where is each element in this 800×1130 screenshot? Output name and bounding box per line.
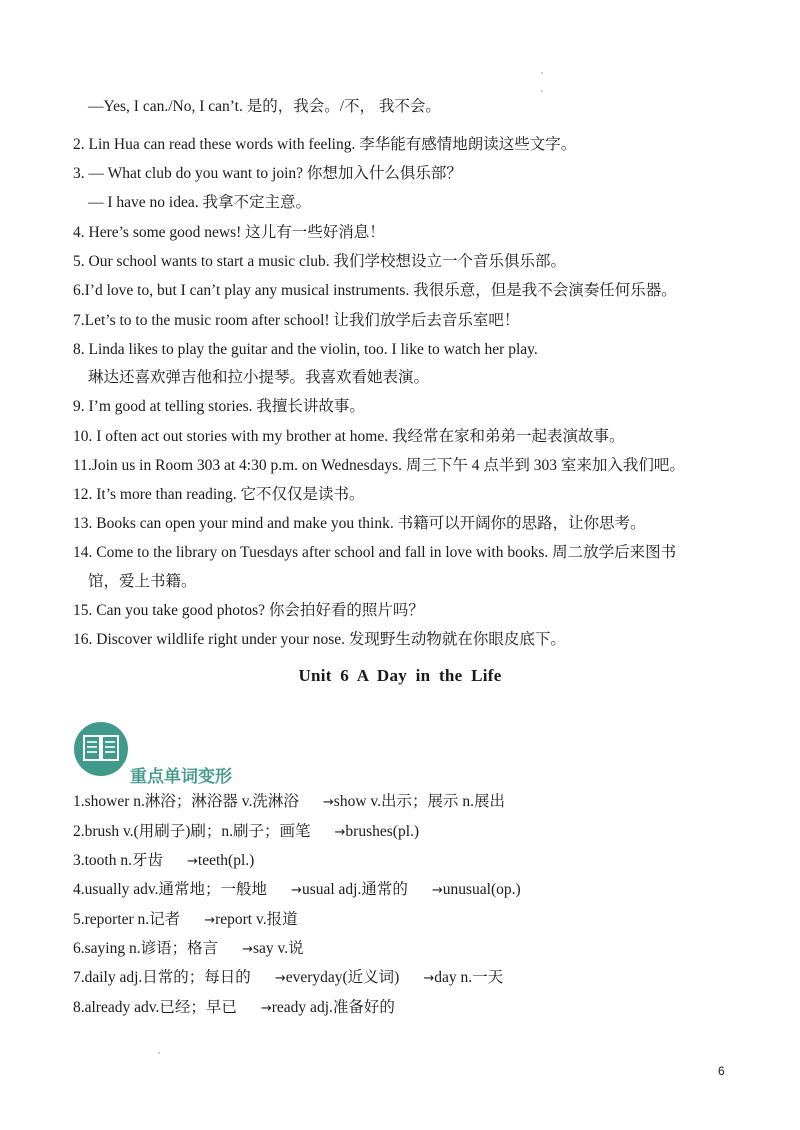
sentence-line: 10. I often act out stories with my brother at home. 我经常在家和弟弟一起表演故事。 (73, 428, 625, 445)
sentence-line: 8. Linda likes to play the guitar and the violin, too. I like to watch her play. (73, 341, 538, 358)
vocab-row (73, 968, 503, 989)
sentence-line: 馆，爱上书籍。 (88, 573, 197, 590)
vocab-row (73, 792, 505, 813)
sentence-line: 15. Can you take good photos? 你会拍好看的照片吗？ (73, 602, 424, 619)
vocab-derived-form: day n.一天 (434, 969, 504, 986)
vocab-word: 5.reporter n.记者 (73, 911, 181, 928)
vocab-derived-form: report v.报道 (215, 911, 298, 928)
vocab-word: 6.saying n.谚语；格言 (73, 940, 219, 957)
vocab-word: 8.already adv.已经；早已 (73, 999, 237, 1016)
sentence-line: — I have no idea. 我拿不定主意。 (88, 194, 311, 211)
arrow-icon: → (260, 1001, 272, 1016)
vocab-word: 4.usually adv.通常地；一般地 (73, 881, 268, 898)
arrow-icon: → (291, 883, 302, 898)
sentence-line: 5. Our school wants to start a music club. 我们学校想设立一个音乐俱乐部。 (73, 253, 566, 270)
vocab-word: 1.shower n.淋浴；淋浴器 v.洗淋浴 (73, 793, 299, 810)
sentence-line: 14. Come to the library on Tuesdays after school and fall in love with books. 周二放学后来图书 (73, 544, 677, 561)
sentence-line: 16. Discover wildlife right under your nose. 发现野生动物就在你眼皮底下。 (73, 631, 566, 648)
vocab-derived-form: everyday(近义词) (285, 969, 400, 986)
book-icon (74, 722, 128, 776)
vocab-row (73, 851, 254, 872)
vocab-derived-form: usual adj.通常的 (301, 881, 408, 898)
sentence-line: 13. Books can open your mind and make you think. 书籍可以开阔你的思路，让你思考。 (73, 515, 646, 532)
vocab-word: 3.tooth n.牙齿 (73, 852, 163, 869)
scan-speck (541, 72, 543, 74)
sentence-line: 11.Join us in Room 303 at 4:30 p.m. on Wednesdays. 周三下午 4 点半到 303 室来加入我们吧。 (73, 457, 685, 474)
vocab-derived-form: show v.出示；展示 n.展出 (333, 793, 506, 810)
scan-speck (158, 1052, 160, 1054)
arrow-icon: → (431, 883, 443, 898)
vocab-derived-form: ready adj.准备好的 (271, 999, 395, 1016)
arrow-icon: → (204, 913, 216, 928)
arrow-icon: → (423, 971, 435, 986)
arrow-icon: → (242, 942, 253, 957)
vocab-derived-form: say v.说 (253, 940, 304, 957)
section-heading: 重点单词变形 (130, 767, 232, 787)
vocab-word: 2.brush v.(用刷子)刷；n.刷子；画笔 (73, 823, 311, 840)
arrow-icon: → (274, 971, 286, 986)
scan-speck (541, 90, 543, 92)
vocab-row (73, 939, 304, 960)
vocab-derived-form: brushes(pl.) (345, 823, 420, 840)
vocab-row (73, 910, 298, 931)
arrow-icon: → (187, 854, 198, 869)
sentence-line: 7.Let’s to to the music room after school! 让我们放学后去音乐室吧！ (73, 312, 520, 329)
sentence-line: —Yes, I can./No, I can’t. 是的，我会。/不， 我不会。 (88, 98, 441, 115)
sentence-line: 3. — What club do you want to join? 你想加入什么俱乐部？ (73, 165, 462, 182)
unit-title: Unit 6 A Day in the Life (298, 666, 502, 685)
vocab-row (73, 880, 521, 901)
sentence-line: 12. It’s more than reading. 它不仅仅是读书。 (73, 486, 365, 503)
vocab-row (73, 822, 419, 843)
sentence-line: 4. Here’s some good news! 这儿有一些好消息！ (73, 224, 385, 241)
sentence-line: 2. Lin Hua can read these words with feeling. 李华能有感情地朗读这些文字。 (73, 136, 577, 153)
page-number: 6 (718, 1064, 725, 1078)
sentence-line: 琳达还喜欢弹吉他和拉小提琴。我喜欢看她表演。 (88, 369, 430, 386)
arrow-icon: → (334, 825, 346, 840)
arrow-icon: → (322, 795, 334, 810)
sentence-line: 9. I’m good at telling stories. 我擅长讲故事。 (73, 398, 365, 415)
vocab-derived-form: teeth(pl.) (197, 852, 255, 869)
vocab-word: 7.daily adj.日常的；每日的 (73, 969, 251, 986)
vocab-row (73, 998, 395, 1019)
sentence-line: 6.I’d love to, but I can’t play any musical instruments. 我很乐意，但是我不会演奏任何乐器。 (73, 282, 677, 299)
vocab-derived-form: unusual(op.) (442, 881, 521, 898)
